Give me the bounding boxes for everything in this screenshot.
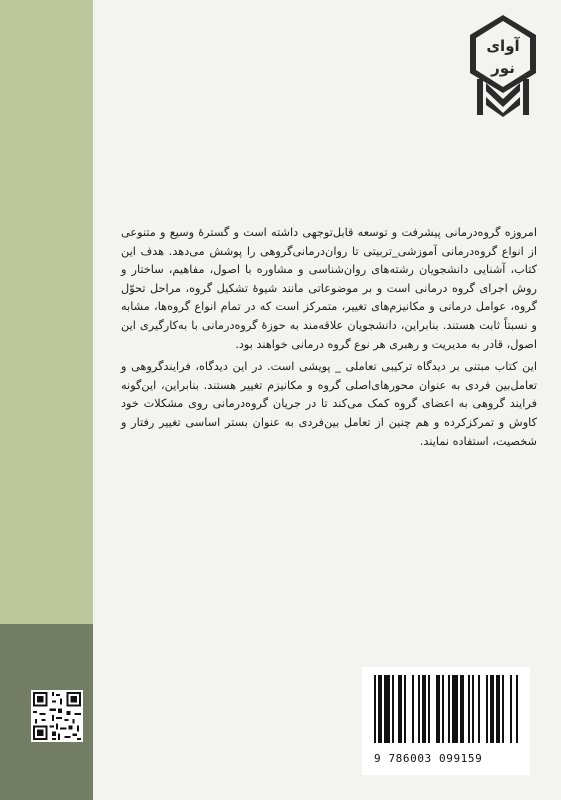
barcode-bar bbox=[374, 675, 376, 743]
barcode-bar bbox=[448, 675, 450, 743]
barcode-bar bbox=[502, 675, 504, 743]
barcode-bar bbox=[516, 675, 518, 743]
barcode-bar bbox=[452, 675, 458, 743]
qr-code bbox=[31, 690, 83, 742]
barcode-bar bbox=[404, 675, 406, 743]
barcode-bar bbox=[392, 675, 394, 743]
barcode-bar bbox=[510, 675, 512, 743]
spine-band-light bbox=[0, 0, 93, 624]
barcode-bar bbox=[378, 675, 382, 743]
description-paragraph-1: امروزه گروه‌درمانی پیشرفت و توسعه قابل‌توجهی داشته است و گسترۀ وسیع و متنوعی از انواع گروه‌درمانی آموزشی_تربیتی تا روان‌درمانی‌گروهی را پوشش می‌دهد. هدف این کتاب، آشنایی دانشجویان رشته‌های روان‌شناسی و مشاوره با اصول، مفاهیم، ساختار و روش اجرای گروه درمانی است و بر موضوعاتی مانند شیوۀ تشکیل گروه، مراحل تحوّل گروه، عوامل درمانی و مکانیزم‌های تغییر، متمرکز است که در تمام انواع گروه‌ها، مشابه و نسبتاً ثابت هستند. بنابراین، دانشجویان علاقه‌مند به حوزۀ گروه‌درمانی با به‌کارگیری این اصول، قادر به مدیریت و رهبری هر نوع گروه درمانی خواهند بود. bbox=[121, 226, 537, 351]
description-paragraph-2: این کتاب مبتنی بر دیدگاه ترکیبی تعاملی _ پویشی است. در این دیدگاه، فرایندگروهی و تعامل‌بین فردی به عنوان محورهای‌اصلی گروه و مکانیزم تغییر هستند. بنابراین، این‌گونه فرایند گروهی به اعضای گروه کمک می‌کند تا در جریان گروه‌درمانی روی مشکلات خود کاوش و تمرکزکرده و هم چنین از تعامل بین‌فردی به عنوان بستر اساسی تغییر رفتار و شخصیت، استفاده نمایند. bbox=[121, 360, 537, 448]
barcode-bar bbox=[384, 675, 390, 743]
isbn-barcode bbox=[362, 667, 530, 747]
barcode-bar bbox=[436, 675, 440, 743]
barcode-bar bbox=[428, 675, 430, 743]
logo-text-bottom: نور bbox=[491, 59, 515, 77]
logo-pillar-left bbox=[477, 79, 483, 115]
barcode-bar bbox=[496, 675, 500, 743]
barcode-bar bbox=[478, 675, 480, 743]
barcode-bar bbox=[418, 675, 420, 743]
barcode-bar bbox=[442, 675, 444, 743]
barcode-bar bbox=[422, 675, 426, 743]
barcode-bar bbox=[472, 675, 474, 743]
isbn-number: 9 786003 099159 bbox=[374, 752, 483, 765]
publisher-logo bbox=[468, 13, 538, 117]
barcode-bar bbox=[490, 675, 494, 743]
logo-text-top: آوای bbox=[486, 37, 520, 55]
barcode-bar bbox=[460, 675, 464, 743]
back-cover-description bbox=[121, 224, 537, 455]
barcode-bar bbox=[486, 675, 488, 743]
barcode-bar bbox=[468, 675, 470, 743]
barcode-bar bbox=[398, 675, 402, 743]
barcode-bar bbox=[412, 675, 414, 743]
logo-pillar-right bbox=[523, 79, 529, 115]
